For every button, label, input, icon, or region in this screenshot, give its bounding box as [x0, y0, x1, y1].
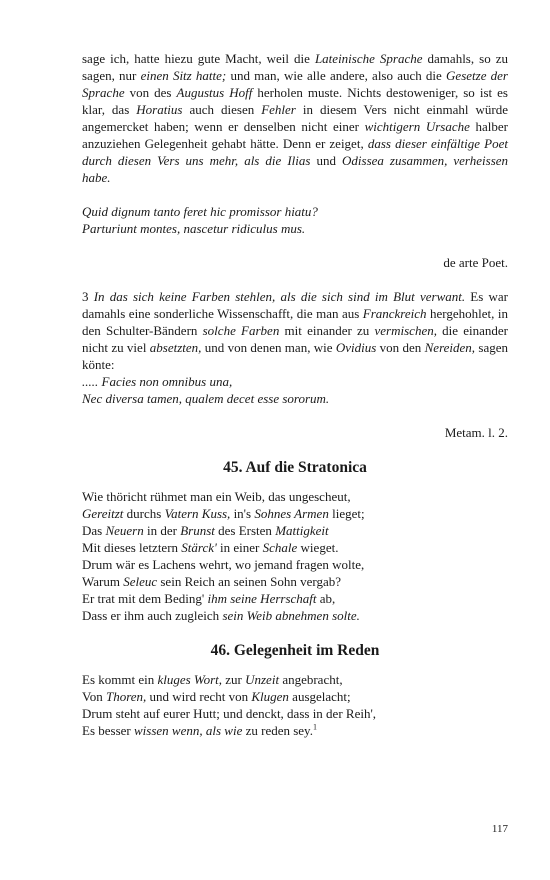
text-run: und man, wie alle andere, also auch die	[226, 68, 447, 83]
italic-text: Schale	[262, 540, 298, 555]
italic-text: Mattigkeit	[275, 523, 329, 538]
italic-text: Thoren,	[105, 689, 147, 704]
italic-text: In das sich keine Farben stehlen, als die sich sind im Blut verwant.	[93, 289, 466, 304]
text-run: Wie thöricht rühmet man ein Weib, das ungescheut,	[82, 489, 351, 504]
text-run: angebracht,	[279, 672, 343, 687]
quote-source-ars-poetica: de arte Poet.	[443, 255, 508, 270]
italic-text: Odissea zusammen, verheissen habe.	[82, 153, 509, 185]
italic-text: solche Farben	[202, 323, 280, 338]
text-run: ab,	[316, 591, 336, 606]
poem-title-46: 46. Gelegenheit im Reden	[210, 642, 380, 659]
italic-text: Gesetze der Sprache	[82, 68, 508, 100]
page-body	[82, 50, 508, 739]
text-run: Es war damahls eine sonderliche Wissenschafft, die man aus	[82, 289, 508, 321]
text-run: zu reden sey.	[242, 723, 313, 738]
text-run: in diesem Vers nicht einmahl würde angemercket haben; wenn er denselben nicht einer	[82, 102, 508, 134]
text-run: hergehohlet, in den Schulter-Bändern	[82, 306, 508, 338]
poem-title-45: 45. Auf die Stratonica	[223, 459, 367, 476]
verse-line	[82, 522, 508, 539]
verse-line	[82, 590, 508, 607]
italic-text: Brunst	[180, 523, 215, 538]
quote-source-metamorphoses: Metam. l. 2.	[444, 425, 508, 440]
text-run: Mit dieses letztern	[82, 540, 182, 555]
page-number: 117	[491, 823, 508, 835]
verse-line	[82, 688, 508, 705]
text-run: und von denen man, wie	[201, 340, 336, 355]
text-run: Dass er ihm auch zugleich	[82, 608, 223, 623]
text-run: damahls, so zu sagen, nur	[82, 51, 508, 83]
italic-text: Stärck'	[181, 540, 217, 555]
verse-line	[82, 671, 508, 688]
italic-text: Franckreich	[362, 306, 427, 321]
italic-text: vermischen,	[374, 323, 437, 338]
italic-text: Seleuc	[123, 574, 158, 589]
italic-text: einen Sitz hatte;	[140, 68, 227, 83]
text-run: und wird recht von	[146, 689, 252, 704]
text-run: in einer	[216, 540, 263, 555]
latin-quote-horace	[82, 203, 508, 237]
text-run: Es kommt ein	[82, 672, 158, 687]
verse-line	[82, 607, 508, 624]
text-run: Drum steht auf eurer Hutt; und denckt, dass in der Reih',	[82, 706, 377, 721]
text-run: von den	[376, 340, 425, 355]
text-run: Von	[82, 689, 106, 704]
italic-text: Unzeit	[245, 672, 280, 687]
text-run: sage ich, hatte hiezu gute Macht, weil die	[82, 51, 315, 66]
text-run: Das	[82, 523, 106, 538]
latin-quote-ovid	[82, 373, 508, 407]
italic-text: Sohnes Armen	[254, 506, 329, 521]
quote-line: Parturiunt montes, nascetur ridiculus mus.	[82, 221, 306, 236]
poem-45-verse	[82, 488, 508, 624]
italic-text: Fehler	[261, 102, 296, 117]
italic-text: kluges Wort,	[157, 672, 222, 687]
footnote-marker: 1	[312, 722, 317, 732]
text-run: Warum	[82, 574, 124, 589]
italic-text: wissen wenn, als wie	[134, 723, 243, 738]
commentary-paragraph-1	[82, 50, 508, 186]
verse-line	[82, 722, 508, 739]
italic-text: wichtigern Ursache	[364, 119, 470, 134]
text-run: ausgelacht;	[288, 689, 351, 704]
text-run: lieget;	[328, 506, 365, 521]
verse-line	[82, 705, 508, 722]
italic-text: Klugen	[251, 689, 289, 704]
text-run: sagen könte:	[82, 340, 508, 372]
text-run: die einander nicht zu viel	[82, 323, 509, 355]
footnote-3-paragraph	[82, 288, 508, 373]
verse-line	[82, 539, 508, 556]
text-run: des Ersten	[214, 523, 276, 538]
text-run: in der	[143, 523, 181, 538]
italic-text: ihm seine Herrschaft	[207, 591, 317, 606]
italic-text: Ovidius	[335, 340, 377, 355]
text-run: in's	[230, 506, 255, 521]
text-run: wieget.	[297, 540, 339, 555]
text-run: 3	[82, 289, 94, 304]
text-run: herholen muste. Nichts destoweniger, so ist es klar, das	[82, 85, 508, 117]
italic-text: dass dieser einfältige Poet durch diesen Vers uns mehr, als die Ilias	[82, 136, 508, 168]
text-run: von des	[124, 85, 177, 100]
quote-line: ..... Facies non omnibus una,	[82, 374, 233, 389]
text-run: halber anzuziehen Gelegenheit gehabt hätte. Denn er zeiget,	[82, 119, 508, 151]
italic-text: Nereiden,	[424, 340, 476, 355]
text-run: auch diesen	[182, 102, 262, 117]
poem-46-verse	[82, 671, 508, 739]
italic-text: Gereitzt	[82, 506, 124, 521]
verse-line	[82, 556, 508, 573]
italic-text: Neuern	[105, 523, 144, 538]
verse-line	[82, 488, 508, 505]
italic-text: Augustus Hoff	[176, 85, 253, 100]
italic-text: absetzten,	[149, 340, 202, 355]
verse-line	[82, 573, 508, 590]
quote-line: Quid dignum tanto feret hic promissor hiatu?	[82, 204, 318, 219]
text-run: Drum wär es Lachens wehrt, wo jemand fragen wolte,	[82, 557, 365, 572]
text-run: zur	[222, 672, 246, 687]
italic-text: sein Weib abnehmen solte.	[222, 608, 360, 623]
verse-line	[82, 505, 508, 522]
text-run: sein Reich an seinen Sohn vergab?	[157, 574, 342, 589]
text-run: durchs	[123, 506, 165, 521]
italic-text: Horatius	[136, 102, 183, 117]
text-run: Er trat mit dem Beding'	[82, 591, 208, 606]
quote-line: Nec diversa tamen, qualem decet esse sororum.	[82, 391, 330, 406]
text-run: Es besser	[82, 723, 134, 738]
italic-text: Vatern Kuss,	[164, 506, 231, 521]
text-run: und	[310, 153, 343, 168]
italic-text: Lateinische Sprache	[314, 51, 423, 66]
text-run: mit einander zu	[279, 323, 375, 338]
